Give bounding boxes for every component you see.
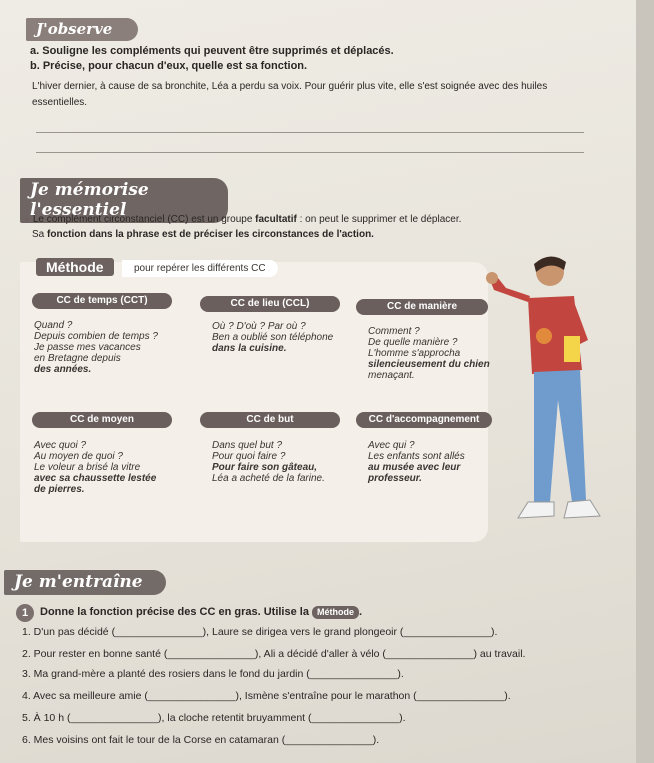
observe-sentence-2: essentielles. <box>32 97 88 108</box>
cct-cell <box>34 320 204 375</box>
cc-moyen-q1: Avec quoi ? <box>34 440 87 451</box>
cct-ex1: Je passe mes vacances <box>34 342 141 353</box>
observe-tag: J'observe <box>26 18 138 41</box>
ccl-q1: Où ? D'où ? Par où ? <box>212 321 306 332</box>
methode-subtitle: pour repérer les différents CC <box>122 260 278 277</box>
ccm-title: CC de manière <box>356 299 488 315</box>
cc-accompagnement-cell <box>368 440 498 484</box>
memo-line-1: ● Le complément circonstanciel (CC) est un groupe facultatif : on peut le supprimer et le déplacer. <box>24 214 462 225</box>
observe-question-a: a. Souligne les compléments qui peuvent être supprimés et déplacés. <box>30 45 394 57</box>
ccl-cell <box>212 321 362 354</box>
memo-line-2b: fonction <box>47 229 87 240</box>
exercise-item-2[interactable]: 2. Pour rester en bonne santé (_______________), Ali a décidé d'aller à vélo (_______________) au travail. <box>22 648 526 660</box>
cc-moyen-title: CC de moyen <box>32 412 172 428</box>
ccm-ex2: silencieusement du chien <box>368 359 490 370</box>
cc-acc-q2: Les enfants sont allés <box>368 451 465 462</box>
observe-sentence-1: L'hiver dernier, à cause de sa bronchite, Léa a perdu sa voix. Pour guérir plus vite, elle s'est soignée avec des huiles <box>32 81 548 92</box>
ccl-title: CC de lieu (CCL) <box>200 296 340 312</box>
memo-tag: Je mémorise l'essentiel <box>20 178 228 223</box>
cc-but-cell <box>212 440 362 484</box>
cc-acc-ex1: au musée avec leur <box>368 462 461 473</box>
cct-title: CC de temps (CCT) <box>32 293 172 309</box>
exercise-item-4[interactable]: 4. Avec sa meilleure amie (_______________), Ismène s'entraîne pour le marathon (_______________). <box>22 690 511 702</box>
ccm-ex1: L'homme s'approcha <box>368 348 461 359</box>
cc-but-ex2: Léa a acheté de la farine. <box>212 473 325 484</box>
cc-but-q2: Pour quoi faire ? <box>212 451 286 462</box>
cc-but-title: CC de but <box>200 412 340 428</box>
ccm-cell <box>368 326 498 381</box>
memo-line-2c: dans la phrase est de préciser les circonstances de l'action. <box>86 229 374 240</box>
ccm-q1: Comment ? <box>368 326 420 337</box>
answer-line-2[interactable] <box>36 152 584 153</box>
answer-line-1[interactable] <box>36 132 584 133</box>
book-icon <box>564 336 580 362</box>
cc-moyen-ex3: de pierres. <box>34 484 85 495</box>
methode-badge[interactable]: Méthode <box>312 606 359 619</box>
cct-ex3: des années. <box>34 364 92 375</box>
ccl-ex1: dans la cuisine. <box>212 343 287 354</box>
ccl-q2: Ben a oublié son téléphone <box>212 332 334 343</box>
cct-q1: Quand ? <box>34 320 73 331</box>
cc-moyen-ex2: avec sa chaussette lestée <box>34 473 157 484</box>
basketball-icon <box>536 328 552 344</box>
boy-jeans <box>534 370 586 502</box>
boy-hand <box>486 272 498 284</box>
cc-acc-q1: Avec qui ? <box>368 440 415 451</box>
page-edge <box>636 0 654 763</box>
cc-but-ex1: Pour faire son gâteau, <box>212 462 318 473</box>
exercise-item-3[interactable]: 3. Ma grand-mère a planté des rosiers dans le fond du jardin (_______________). <box>22 668 404 680</box>
boy-illustration <box>484 250 604 540</box>
cct-ex2: en Bretagne depuis <box>34 353 121 364</box>
ccm-q2: De quelle manière ? <box>368 337 458 348</box>
cc-accompagnement-title: CC d'accompagnement <box>356 412 492 428</box>
boy-right-shoe <box>564 500 600 518</box>
cc-acc-ex2: professeur. <box>368 473 422 484</box>
methode-tag: Méthode <box>36 258 114 276</box>
exercise-item-1[interactable]: 1. D'un pas décidé (_______________), Laure se dirigea vers le grand plongeoir (_______________). <box>22 626 498 638</box>
cc-moyen-cell <box>34 440 204 495</box>
cct-q2: Depuis combien de temps ? <box>34 331 158 342</box>
memo-line-1b: facultatif <box>255 214 297 225</box>
entraine-tag: Je m'entraîne <box>4 570 166 595</box>
cc-but-q1: Dans quel but ? <box>212 440 283 451</box>
cc-moyen-ex1: Le voleur a brisé la vitre <box>34 462 141 473</box>
cc-moyen-q2: Au moyen de quoi ? <box>34 451 123 462</box>
observe-question-b: b. Précise, pour chacun d'eux, quelle est sa fonction. <box>30 60 308 72</box>
memo-line-2 <box>32 228 374 241</box>
exercise-item-6[interactable]: 6. Mes voisins ont fait le tour de la Corse en catamaran (_______________). <box>22 734 380 746</box>
exercise-number: 1 <box>16 604 34 622</box>
exercise-item-5[interactable]: 5. À 10 h (_______________), la cloche retentit bruyamment (_______________). <box>22 712 406 724</box>
memo-line-2a: Sa <box>32 229 48 240</box>
ccm-ex3: menaçant. <box>368 370 415 381</box>
memo-line-1a: Le complément circonstanciel (CC) est un groupe <box>32 214 256 225</box>
exercise-instruction: Donne la fonction précise des CC en gras. Utilise la Méthode . <box>40 606 363 618</box>
instruction-text: Donne la fonction précise des CC en gras. Utilise la <box>40 606 309 618</box>
memo-line-1c: : on peut le supprimer et le déplacer. <box>296 214 462 225</box>
boy-left-shoe <box>518 502 554 518</box>
